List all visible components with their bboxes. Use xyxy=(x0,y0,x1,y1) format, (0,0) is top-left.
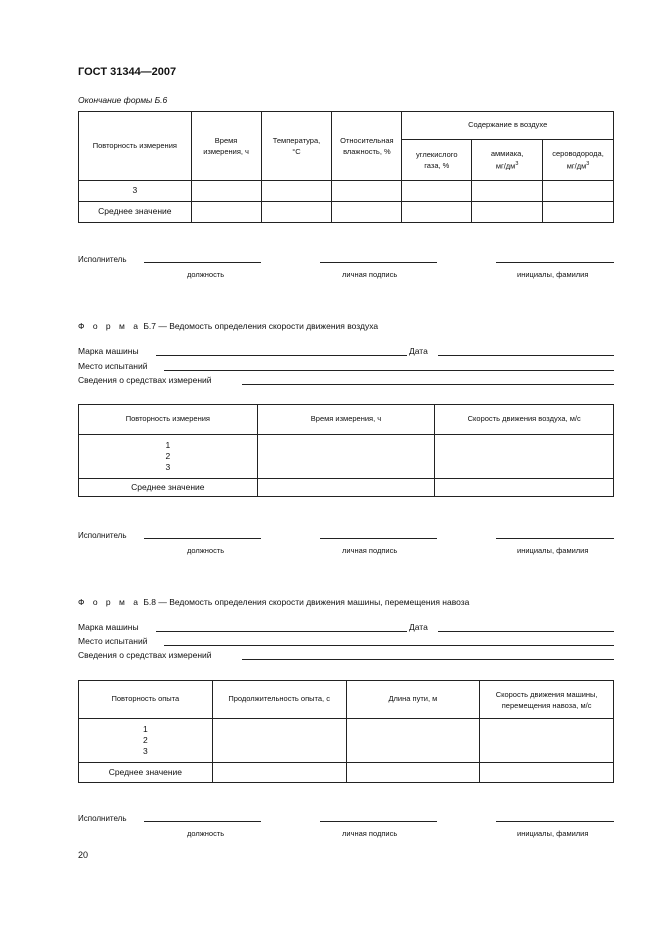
b7-date-label: Дата xyxy=(409,346,428,356)
b8-instruments-field[interactable] xyxy=(242,659,614,660)
b6-cell[interactable] xyxy=(191,202,261,223)
b7-cell[interactable] xyxy=(257,435,435,479)
table-row xyxy=(79,181,614,202)
b8-date-field[interactable] xyxy=(438,631,614,632)
b7-header-speed: Скорость движения воздуха, м/с xyxy=(435,405,614,435)
table-row xyxy=(79,479,614,497)
signature-caption: личная подпись xyxy=(342,270,398,279)
form-b7-title: Ф о р м а Б.7 — Ведомость определения скорости движения воздуха xyxy=(78,321,379,331)
b7-row-1-label: 1 xyxy=(165,440,171,450)
form-b7-table xyxy=(78,404,614,497)
b6-header-time: Время измерения, ч xyxy=(191,112,261,181)
b8-test-place-field[interactable] xyxy=(164,645,614,646)
signature-line[interactable] xyxy=(320,262,437,263)
signature-caption: личная подпись xyxy=(342,829,398,838)
b6-row-3-label: 3 xyxy=(79,181,192,202)
signature-line[interactable] xyxy=(320,821,437,822)
b6-subheader-co2: углекислого газа, % xyxy=(402,140,472,181)
page-number: 20 xyxy=(78,850,89,860)
document-header: ГОСТ 31344—2007 xyxy=(78,66,177,78)
b7-rows-labels xyxy=(79,435,258,479)
b6-cell[interactable] xyxy=(472,202,543,223)
signature-line[interactable] xyxy=(320,538,437,539)
b7-row-2-label: 2 xyxy=(165,451,171,461)
b6-cell[interactable] xyxy=(332,202,402,223)
b6-cell[interactable] xyxy=(332,181,402,202)
b7-header-time: Время измерения, ч xyxy=(257,405,435,435)
position-caption: должность xyxy=(187,546,225,555)
b8-cell[interactable] xyxy=(212,719,346,763)
b6-subheader-h2s: сероводорода, $мг/дм^3$ xyxy=(543,140,614,181)
form-b8-title: Ф о р м а Б.8 — Ведомость определения скорости движения машины, перемещения навоза xyxy=(78,597,470,607)
b8-test-place-label: Место испытаний xyxy=(78,636,148,646)
b8-header-path-length: Длина пути, м xyxy=(346,681,480,719)
position-line[interactable] xyxy=(144,821,261,822)
b8-row-3-label: 3 xyxy=(143,746,148,756)
b8-machine-brand-field[interactable] xyxy=(156,631,407,632)
b6-cell[interactable] xyxy=(261,202,332,223)
position-line[interactable] xyxy=(144,262,261,263)
executor-label: Исполнитель xyxy=(78,814,127,823)
b7-row-average-label: Среднее значение xyxy=(79,479,258,497)
b8-row-average-label: Среднее значение xyxy=(79,763,213,783)
b6-row-average-label: Среднее значение xyxy=(79,202,192,223)
b7-cell[interactable] xyxy=(435,479,614,497)
b6-header-repeat: Повторность измерения xyxy=(79,112,192,181)
b6-cell[interactable] xyxy=(543,202,614,223)
b8-cell[interactable] xyxy=(346,719,480,763)
position-line[interactable] xyxy=(144,538,261,539)
position-caption: должность xyxy=(187,829,225,838)
b8-row-2-label: 2 xyxy=(143,735,148,745)
table-row xyxy=(79,202,614,223)
table-row xyxy=(79,763,614,783)
b8-instruments-label: Сведения о средствах измерений xyxy=(78,650,212,660)
form-b8-table xyxy=(78,680,614,783)
form-b6-caption: Окончание формы Б.6 xyxy=(78,95,168,105)
b6-header-humidity: Относительная влажность, % xyxy=(332,112,402,181)
b6-subheader-ammonia: аммиака, $мг/дм^3$ xyxy=(472,140,543,181)
b8-cell[interactable] xyxy=(480,763,614,783)
b6-header-air-content: Содержание в воздухе xyxy=(402,112,614,140)
b8-machine-brand-label: Марка машины xyxy=(78,622,139,632)
b6-cell[interactable] xyxy=(191,181,261,202)
b8-cell[interactable] xyxy=(480,719,614,763)
table-row xyxy=(79,435,614,479)
b7-header-repeat: Повторность измерения xyxy=(79,405,258,435)
b7-test-place-field[interactable] xyxy=(164,370,614,371)
b7-test-place-label: Место испытаний xyxy=(78,361,148,371)
b8-cell[interactable] xyxy=(212,763,346,783)
b8-cell[interactable] xyxy=(346,763,480,783)
b7-cell[interactable] xyxy=(435,435,614,479)
b7-cell[interactable] xyxy=(257,479,435,497)
initials-caption: инициалы, фамилия xyxy=(517,546,589,555)
b6-cell[interactable] xyxy=(402,202,472,223)
b8-header-repeat: Повторность опыта xyxy=(79,681,213,719)
initials-caption: инициалы, фамилия xyxy=(517,829,589,838)
b7-machine-brand-label: Марка машины xyxy=(78,346,139,356)
initials-caption: инициалы, фамилия xyxy=(517,270,589,279)
b6-cell[interactable] xyxy=(261,181,332,202)
initials-line[interactable] xyxy=(496,538,614,539)
b8-header-duration: Продолжительность опыта, с xyxy=(212,681,346,719)
b7-date-field[interactable] xyxy=(438,355,614,356)
b7-instruments-field[interactable] xyxy=(242,384,614,385)
b8-row-1-label: 1 xyxy=(143,724,148,734)
executor-label: Исполнитель xyxy=(78,255,127,264)
b6-cell[interactable] xyxy=(472,181,543,202)
b6-header-temperature: Температура, °C xyxy=(261,112,332,181)
table-row xyxy=(79,719,614,763)
b8-header-speed: Скорость движения машины, перемещения навоза, м/с xyxy=(480,681,614,719)
b6-cell[interactable] xyxy=(402,181,472,202)
executor-label: Исполнитель xyxy=(78,531,127,540)
b7-machine-brand-field[interactable] xyxy=(156,355,407,356)
b7-instruments-label: Сведения о средствах измерений xyxy=(78,375,212,385)
b6-cell[interactable] xyxy=(543,181,614,202)
b8-date-label: Дата xyxy=(409,622,428,632)
form-b6-table xyxy=(78,111,614,223)
initials-line[interactable] xyxy=(496,262,614,263)
signature-caption: личная подпись xyxy=(342,546,398,555)
b8-rows-labels xyxy=(79,719,213,763)
b7-row-3-label: 3 xyxy=(165,462,171,472)
position-caption: должность xyxy=(187,270,225,279)
initials-line[interactable] xyxy=(496,821,614,822)
